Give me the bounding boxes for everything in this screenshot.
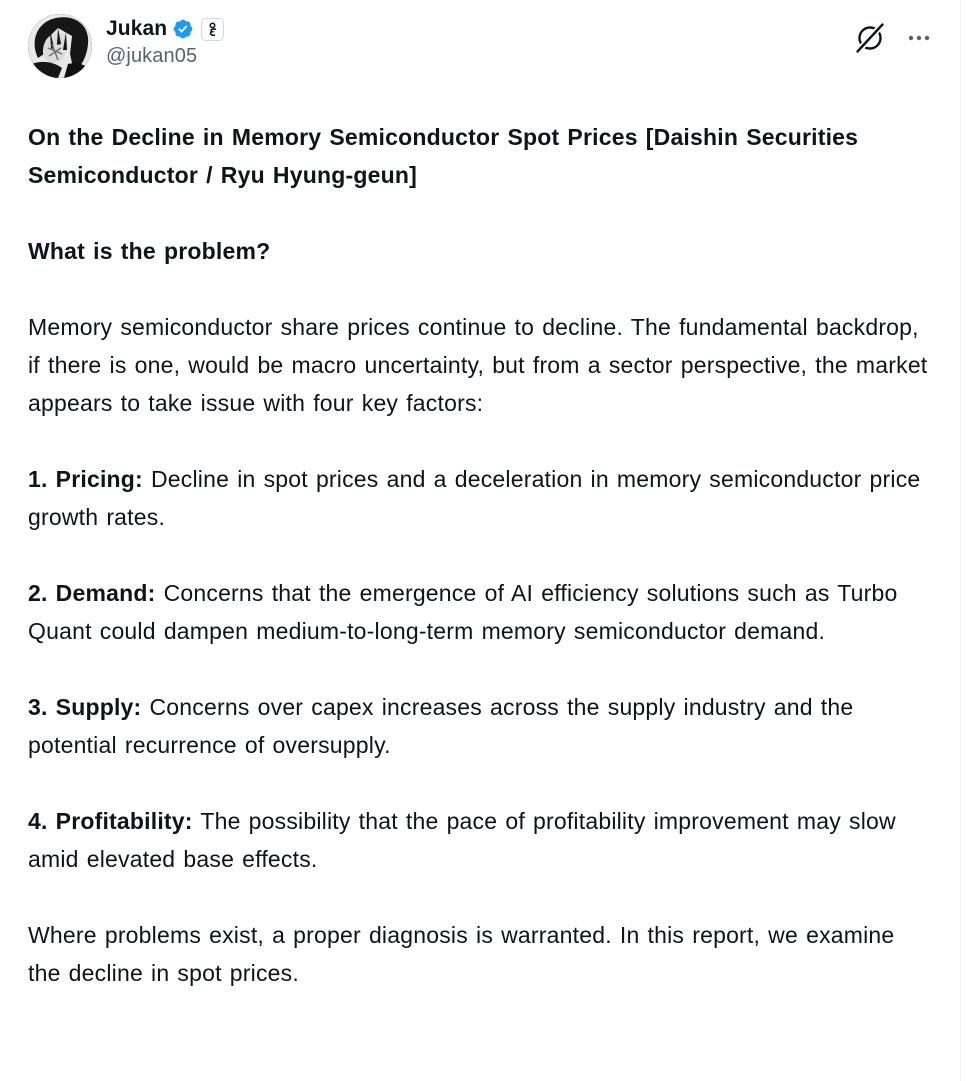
- paragraph-bold: 3. Supply:: [28, 694, 142, 720]
- tweet-paragraph-pricing: [28, 460, 932, 536]
- paragraph-bold: 2. Demand:: [28, 580, 156, 606]
- paragraph-text: Decline in spot prices and a deceleration in memory semiconductor price growth rates.: [28, 466, 921, 530]
- paragraph-bold: What is the problem?: [28, 238, 271, 264]
- tweet-paragraph-closing: [28, 916, 932, 992]
- paragraph-text: Concerns that the emergence of AI efficiency solutions such as Turbo Quant could dampen medium-to-long-term memory semiconductor demand.: [28, 580, 898, 644]
- affiliate-badge-icon[interactable]: [201, 18, 224, 41]
- tweet-paragraph-demand: [28, 574, 932, 650]
- more-menu-button[interactable]: [906, 25, 932, 51]
- tweet-paragraph-supply: [28, 688, 932, 764]
- author-name[interactable]: Jukan: [106, 17, 168, 40]
- header-actions: [854, 14, 932, 54]
- paragraph-bold: 1. Pricing:: [28, 466, 143, 492]
- tweet-paragraph-title: [28, 118, 932, 194]
- tweet-paragraph-profitability: [28, 802, 932, 878]
- more-ellipsis-icon: [906, 25, 932, 51]
- tweet-text: [28, 118, 932, 992]
- author-handle[interactable]: @jukan05: [106, 45, 198, 67]
- paragraph-text: The possibility that the pace of profitability improvement may slow amid elevated base effects.: [28, 808, 896, 872]
- author-block[interactable]: [106, 14, 224, 68]
- paragraph-text: Memory semiconductor share prices continue to decline. The fundamental backdrop, if there is one, would be macro uncertainty, but from a sector perspective, the market appears to take issue with four key factors:: [28, 314, 928, 416]
- paragraph-bold: On the Decline in Memory Semiconductor Spot Prices [Daishin Securities Semiconductor / Ryu Hyung-geun]: [28, 124, 859, 188]
- paragraph-bold: 4. Profitability:: [28, 808, 193, 834]
- paragraph-text: Concerns over capex increases across the supply industry and the potential recurrence of oversupply.: [28, 694, 854, 758]
- grok-icon: [854, 22, 886, 54]
- verified-badge-icon: [172, 18, 194, 40]
- avatar[interactable]: [28, 14, 92, 78]
- tweet-paragraph-question: [28, 232, 932, 270]
- tweet-header: [28, 14, 932, 78]
- tweet-paragraph-intro: [28, 308, 932, 422]
- paragraph-text: Where problems exist, a proper diagnosis is warranted. In this report, we examine the decline in spot prices.: [28, 922, 895, 986]
- grok-actions-button[interactable]: [854, 22, 886, 54]
- avatar-artwork: [28, 14, 92, 78]
- author-name-row: [106, 17, 224, 41]
